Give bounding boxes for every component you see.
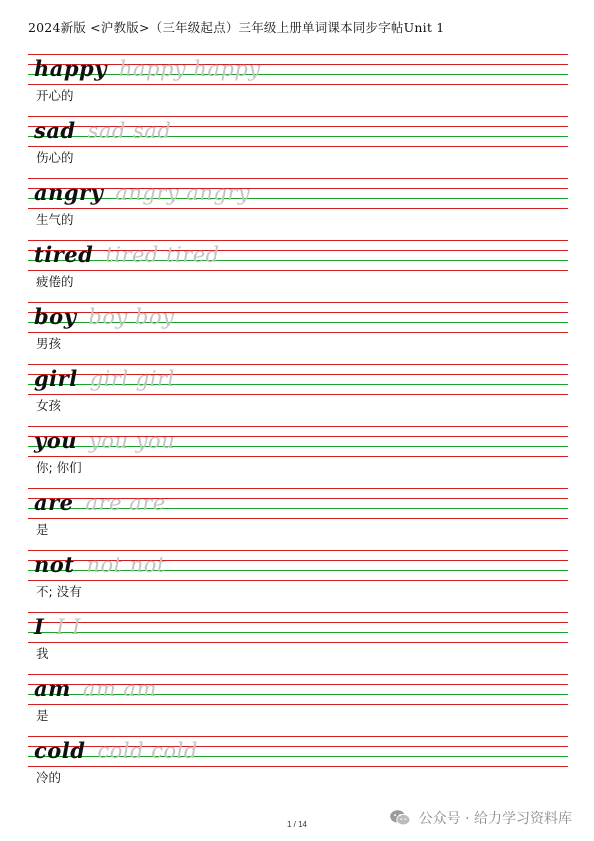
word-entry	[0, 302, 594, 360]
word-meaning: 伤心的	[36, 150, 74, 165]
word-english: cold	[34, 738, 86, 763]
word-entry	[0, 736, 594, 794]
word-english: girl	[34, 366, 78, 391]
word-trace: angry angry	[115, 181, 251, 205]
word-english: happy	[34, 56, 107, 81]
guide-line	[28, 642, 568, 643]
word-trace: girl girl	[89, 367, 175, 391]
watermark-text: 公众号 · 给力学习资料库	[418, 811, 572, 827]
word-meaning: 女孩	[36, 398, 62, 413]
word-trace: are are	[85, 491, 166, 515]
word-english: are	[34, 490, 74, 515]
word-english: sad	[34, 118, 76, 143]
word-entry	[0, 54, 594, 112]
word-english: angry	[34, 180, 104, 205]
word-english: tired	[34, 242, 94, 267]
word-trace: tired tired	[105, 243, 220, 267]
word-trace: am am	[82, 677, 157, 701]
word-trace: you you	[88, 429, 176, 453]
baseline	[28, 632, 568, 633]
watermark	[389, 808, 572, 828]
word-english: you	[34, 428, 77, 453]
word-entry	[0, 240, 594, 298]
guide-line	[28, 612, 568, 613]
word-meaning: 冷的	[36, 770, 62, 785]
word-english: I	[34, 614, 45, 639]
guide-line	[28, 622, 568, 623]
word-entry	[0, 488, 594, 546]
page-number: 1 / 14	[286, 820, 307, 829]
word-english: boy	[34, 304, 77, 329]
wechat-icon	[389, 809, 411, 827]
word-entry	[0, 178, 594, 236]
word-english: am	[34, 676, 71, 701]
word-trace: sad sad	[87, 119, 172, 143]
page-title: 2024新版 <沪教版>（三年级起点）三年级上册单词课本同步字帖Unit 1	[28, 20, 445, 35]
word-trace: cold cold	[97, 739, 198, 763]
word-entry	[0, 612, 594, 670]
word-meaning: 生气的	[36, 212, 74, 227]
word-meaning: 是	[36, 708, 49, 723]
word-meaning: 不; 没有	[36, 584, 82, 599]
word-trace: I I	[56, 615, 82, 639]
word-entry	[0, 364, 594, 422]
word-entry	[0, 426, 594, 484]
word-trace: happy happy	[118, 57, 261, 81]
word-entry	[0, 550, 594, 608]
word-meaning: 是	[36, 522, 49, 537]
word-entry	[0, 116, 594, 174]
word-meaning: 我	[36, 646, 49, 661]
word-meaning: 你; 你们	[36, 460, 82, 475]
word-meaning: 男孩	[36, 336, 62, 351]
word-trace: boy boy	[88, 305, 175, 329]
word-meaning: 开心的	[36, 88, 74, 103]
word-entry	[0, 674, 594, 732]
word-meaning: 疲倦的	[36, 274, 74, 289]
word-english: not	[34, 552, 75, 577]
word-trace: not not	[86, 553, 166, 577]
